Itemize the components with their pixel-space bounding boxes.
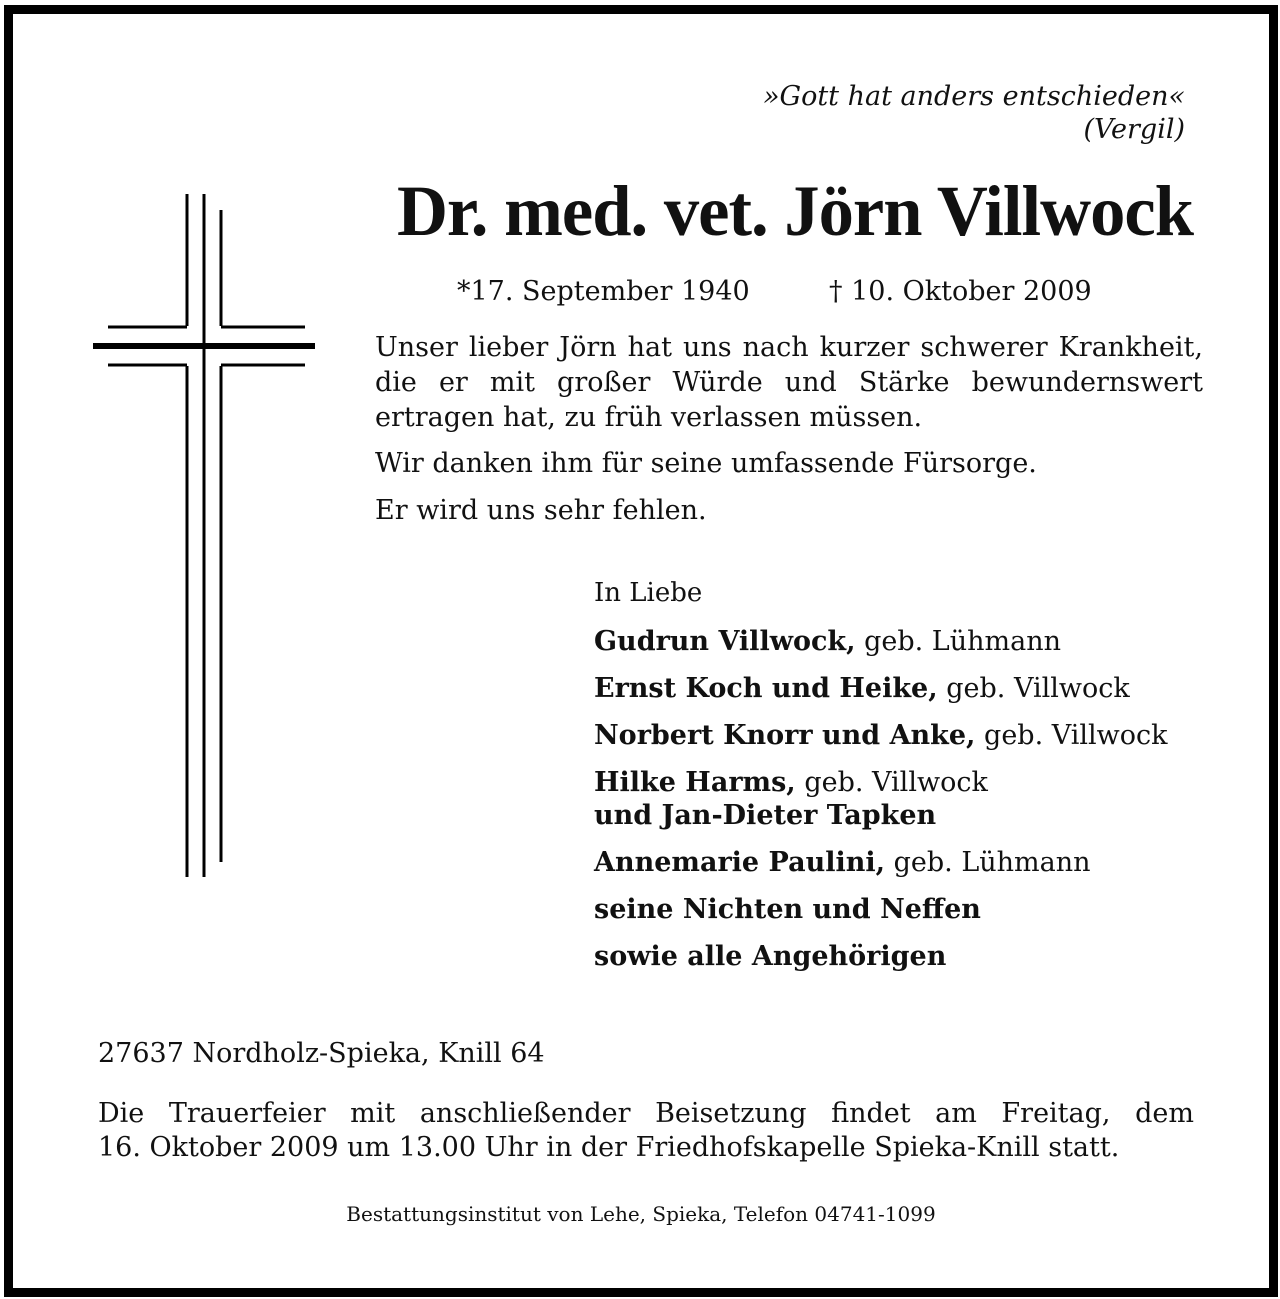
service-word: anschließender — [419, 1098, 631, 1129]
family-name: Gudrun Villwock, — [594, 626, 856, 657]
signoff: In Liebe — [594, 578, 703, 608]
deceased-name: Dr. med. vet. Jörn Villwock — [396, 171, 1193, 251]
family-note: geb. Villwock — [946, 673, 1130, 704]
service-word: mit — [350, 1098, 396, 1129]
obituary-notice — [4, 5, 1278, 1297]
family-entry — [594, 846, 1234, 879]
family-name: Hilke Harms, — [594, 767, 796, 798]
birth-date: *17. September 1940 — [457, 276, 750, 307]
service-word: Die — [98, 1098, 145, 1129]
family-group: sowie alle Angehörigen — [594, 941, 947, 972]
epigraph — [763, 80, 1185, 146]
service-word: Beisetzung — [655, 1098, 807, 1129]
service-word: Freitag, — [1001, 1098, 1111, 1129]
service-word: am — [935, 1098, 977, 1129]
epigraph-quote: »Gott hat anders entschieden« — [762, 81, 1185, 112]
family-entry — [594, 940, 1234, 973]
family-note: geb. Lühmann — [893, 847, 1091, 878]
service-word: dem — [1135, 1098, 1194, 1129]
family-entry — [594, 893, 1234, 926]
message-paragraph-2: Wir danken ihm für seine umfassende Fürsorge. — [375, 448, 1037, 479]
family-name: Annemarie Paulini, — [594, 847, 886, 878]
family-group: seine Nichten und Neffen — [594, 894, 981, 925]
family-note: geb. Villwock — [984, 720, 1168, 751]
service-word: Trauerfeier — [168, 1098, 326, 1129]
funeral-service-text — [98, 1097, 1194, 1165]
family-note: geb. Lühmann — [864, 626, 1061, 657]
death-date: † 10. Oktober 2009 — [829, 276, 1092, 307]
family-entry — [594, 672, 1234, 705]
family-entry — [594, 719, 1234, 752]
message-paragraph-3: Er wird uns sehr fehlen. — [375, 495, 707, 526]
funeral-home-credit: Bestattungsinstitut von Lehe, Spieka, Telefon 04741-1099 — [346, 1202, 936, 1226]
family-list — [594, 625, 1234, 987]
epigraph-author: (Vergil) — [1083, 114, 1185, 145]
family-name-extra: und Jan-Dieter Tapken — [594, 800, 937, 831]
family-entry — [594, 625, 1234, 658]
cross-icon — [83, 184, 323, 884]
service-line-1 — [98, 1097, 1194, 1131]
family-note: geb. Villwock — [804, 767, 988, 798]
family-name: Ernst Koch und Heike, — [594, 673, 938, 704]
service-word: findet — [831, 1098, 911, 1129]
family-entry — [594, 766, 1234, 832]
service-line-2: 16. Oktober 2009 um 13.00 Uhr in der Friedhofskapelle Spieka-Knill statt. — [98, 1132, 1120, 1163]
family-address: 27637 Nordholz-Spieka, Knill 64 — [98, 1038, 545, 1069]
message-paragraph-1: Unser lieber Jörn hat uns nach kurzer schwerer Krankheit, die er mit großer Würde und Stärke bewundernswert ertragen hat, zu früh verlassen müssen. — [375, 332, 1203, 433]
family-name: Norbert Knorr und Anke, — [594, 720, 976, 751]
